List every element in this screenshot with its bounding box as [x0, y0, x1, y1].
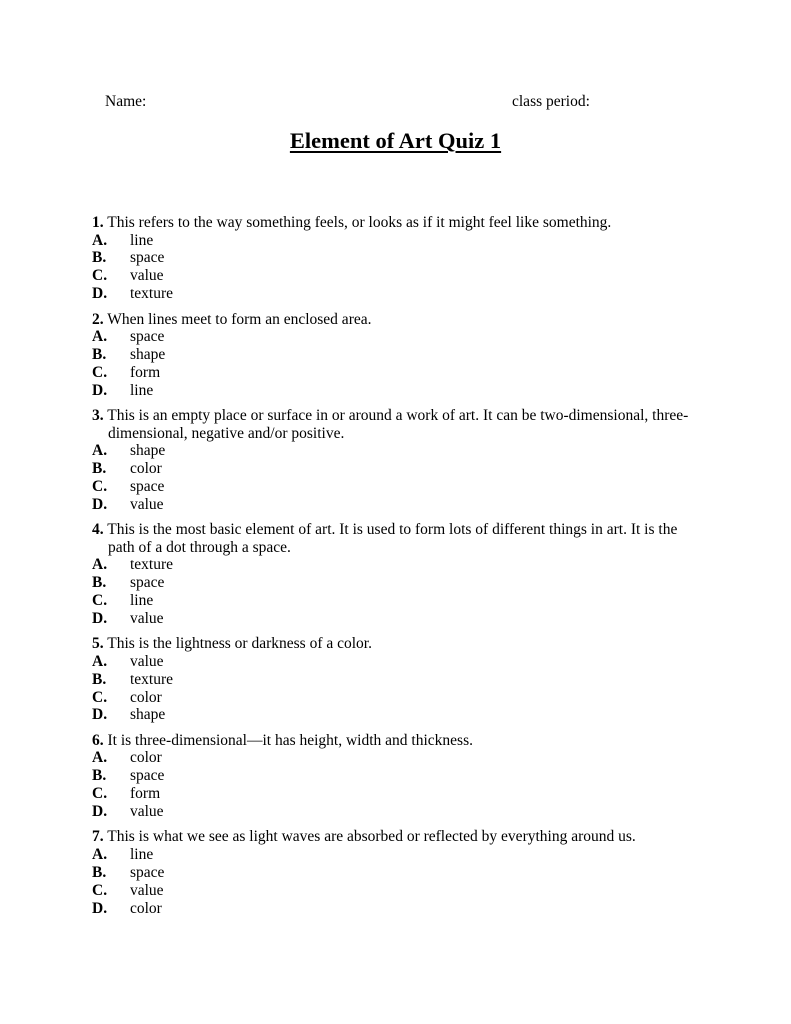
answer-option: [92, 592, 702, 610]
option-text: space: [130, 863, 165, 881]
option-text: texture: [130, 285, 174, 303]
answer-option: [92, 232, 702, 250]
question-text: It is three-dimensional—it has height, width and thickness.: [107, 731, 473, 749]
option-letter: D.: [92, 802, 108, 820]
option-letter: B.: [92, 345, 107, 363]
option-text: space: [130, 328, 165, 346]
answer-option: [92, 478, 702, 496]
option-letter: B.: [92, 574, 107, 592]
answer-option: [92, 328, 702, 346]
option-letter: B.: [92, 863, 107, 881]
question-list: [92, 214, 702, 925]
answer-option: [92, 442, 702, 460]
option-text: color: [130, 688, 162, 706]
option-letter: C.: [92, 785, 108, 803]
option-text: color: [130, 749, 162, 767]
question-number: 6.: [92, 731, 104, 749]
option-text: line: [130, 845, 154, 863]
option-letter: B.: [92, 460, 107, 478]
option-letter: A.: [92, 845, 108, 863]
question-prompt: [92, 521, 702, 556]
question-5: [92, 635, 702, 724]
question-text: This is the most basic element of art. It is used to form lots of different things in art. It is the path of a dot through a space.: [107, 521, 678, 556]
option-text: texture: [130, 670, 174, 688]
question-prompt: [92, 311, 702, 329]
option-letter: C.: [92, 267, 108, 285]
question-2: [92, 311, 702, 400]
option-letter: B.: [92, 670, 107, 688]
question-7: [92, 828, 702, 917]
answer-option: [92, 653, 702, 671]
option-letter: A.: [92, 442, 108, 460]
option-text: space: [130, 767, 165, 785]
option-text: value: [130, 802, 164, 820]
option-text: value: [130, 609, 164, 627]
question-number: 3.: [92, 407, 104, 425]
answer-option: [92, 267, 702, 285]
answer-option: [92, 556, 702, 574]
answer-option: [92, 900, 702, 918]
answer-option: [92, 610, 702, 628]
option-text: value: [130, 267, 164, 285]
option-letter: D.: [92, 609, 108, 627]
option-letter: A.: [92, 328, 108, 346]
option-letter: A.: [92, 231, 108, 249]
question-1: [92, 214, 702, 303]
answer-option: [92, 785, 702, 803]
answer-option: [92, 846, 702, 864]
option-text: form: [130, 785, 161, 803]
answer-option: [92, 249, 702, 267]
option-text: line: [130, 591, 154, 609]
option-letter: D.: [92, 285, 108, 303]
class-period-label: class period:: [512, 93, 590, 110]
option-letter: C.: [92, 688, 108, 706]
option-text: color: [130, 899, 162, 917]
question-3: [92, 407, 702, 514]
question-text: When lines meet to form an enclosed area.: [107, 310, 372, 328]
question-prompt: [92, 828, 702, 846]
question-number: 1.: [92, 214, 104, 231]
option-letter: B.: [92, 767, 107, 785]
answer-option: [92, 864, 702, 882]
option-text: line: [130, 381, 154, 399]
option-letter: A.: [92, 652, 108, 670]
option-text: value: [130, 495, 164, 513]
answer-option: [92, 285, 702, 303]
option-letter: C.: [92, 591, 108, 609]
question-prompt: [92, 214, 702, 232]
option-text: texture: [130, 556, 174, 574]
answer-option: [92, 671, 702, 689]
option-text: shape: [130, 706, 166, 724]
question-prompt: [92, 732, 702, 750]
question-prompt: [92, 407, 702, 442]
question-number: 2.: [92, 310, 104, 328]
option-letter: C.: [92, 363, 108, 381]
question-prompt: [92, 635, 702, 653]
answer-option: [92, 364, 702, 382]
answer-option: [92, 689, 702, 707]
option-text: space: [130, 249, 165, 267]
option-text: shape: [130, 345, 166, 363]
question-6: [92, 732, 702, 821]
option-letter: D.: [92, 381, 108, 399]
answer-option: [92, 882, 702, 900]
answer-option: [92, 749, 702, 767]
option-letter: A.: [92, 749, 108, 767]
answer-option: [92, 346, 702, 364]
answer-option: [92, 574, 702, 592]
option-text: space: [130, 574, 165, 592]
question-number: 7.: [92, 828, 104, 846]
option-text: value: [130, 881, 164, 899]
question-number: 5.: [92, 635, 104, 653]
answer-option: [92, 460, 702, 478]
answer-option: [92, 382, 702, 400]
option-text: line: [130, 231, 154, 249]
question-text: This is an empty place or surface in or around a work of art. It can be two-dimensional, three-dimensional, negative and/or positive.: [107, 407, 689, 442]
answer-option: [92, 496, 702, 514]
answer-option: [92, 706, 702, 724]
page-title: Element of Art Quiz 1: [289, 128, 502, 153]
question-text: This is what we see as light waves are absorbed or reflected by everything around us.: [107, 828, 636, 846]
question-text: This refers to the way something feels, or looks as if it might feel like something.: [107, 214, 612, 231]
answer-option: [92, 803, 702, 821]
option-text: space: [130, 477, 165, 495]
option-text: form: [130, 363, 161, 381]
question-text: This is the lightness or darkness of a color.: [107, 635, 372, 653]
option-text: shape: [130, 442, 166, 460]
option-letter: D.: [92, 706, 108, 724]
option-letter: D.: [92, 495, 108, 513]
option-letter: C.: [92, 881, 108, 899]
option-letter: C.: [92, 477, 108, 495]
question-4: [92, 521, 702, 628]
option-letter: A.: [92, 556, 108, 574]
answer-option: [92, 767, 702, 785]
option-text: value: [130, 652, 164, 670]
option-letter: D.: [92, 899, 108, 917]
option-text: color: [130, 460, 162, 478]
option-letter: B.: [92, 249, 107, 267]
name-label: Name:: [105, 93, 147, 110]
question-number: 4.: [92, 521, 104, 539]
